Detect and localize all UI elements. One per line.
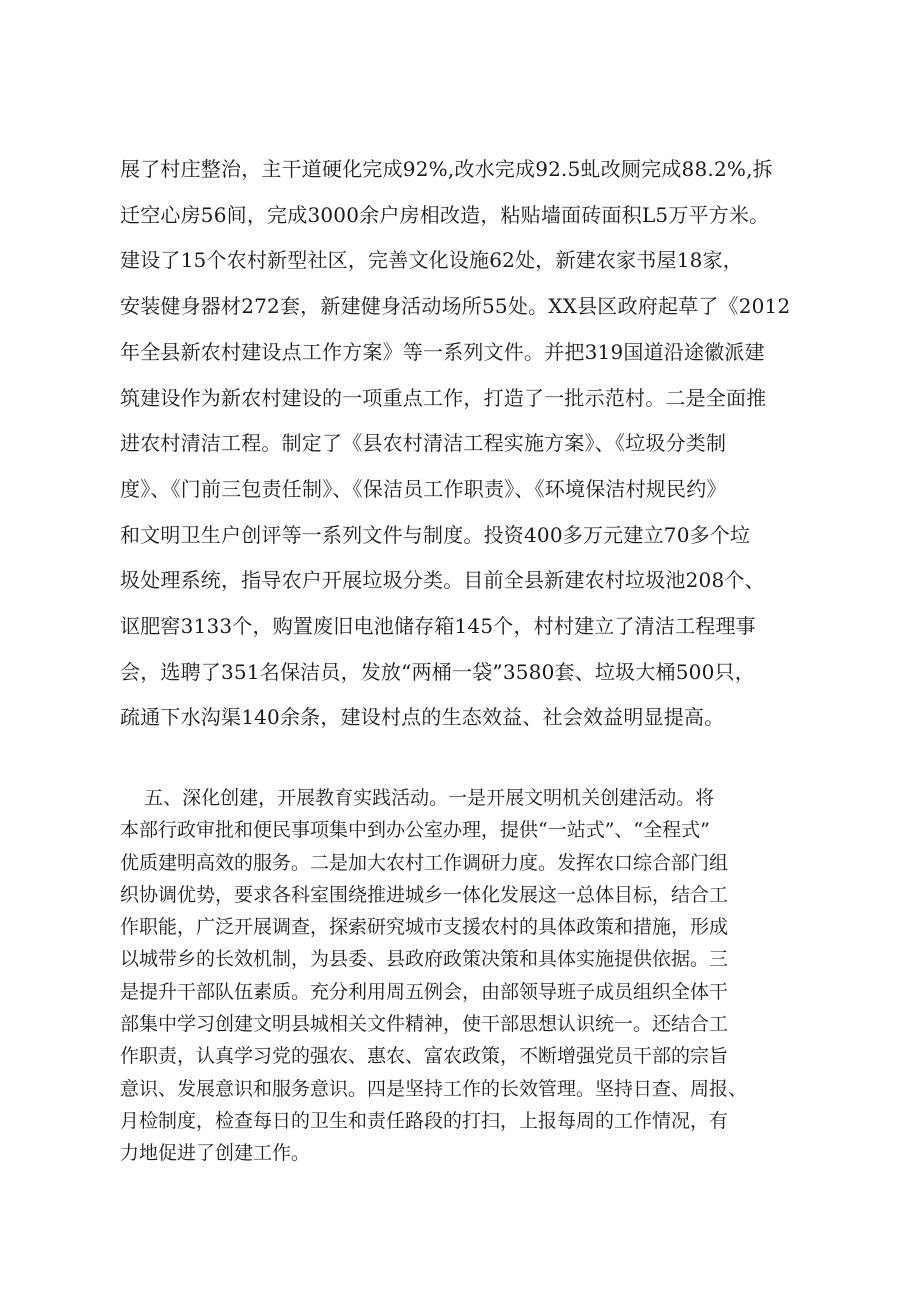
text-line: 本部行政审批和便民事项集中到办公室办理，提供“一站式”、“全程式” bbox=[120, 819, 710, 842]
text-line: 优质建明高效的服务。二是加大农村工作调研力度。发挥农口综合部门组 bbox=[120, 851, 729, 874]
text-line: 作职责，认真学习党的强农、惠农、富农政策，不断增强党员干部的宗旨 bbox=[120, 1045, 729, 1068]
text-line: 作职能，广泛开展调查，探索研究城市支援农村的具体政策和措施，形成 bbox=[120, 916, 729, 939]
text-line: 讴肥窖3133个，购置废旧电池储存箱145个，村村建立了清洁工程理事 bbox=[120, 614, 756, 639]
text-line: 五、深化创建，开展教育实践活动。一是开展文明机关创建活动。将 bbox=[120, 787, 715, 809]
text-line: 和文明卫生户创评等一系列文件与制度。投资400多万元建立70多个垃 bbox=[120, 522, 751, 547]
paragraph-education-practice bbox=[120, 782, 840, 1170]
text-line: 进农村清洁工程。制定了《县农村清洁工程实施方案》、《垃圾分类制 bbox=[120, 431, 727, 456]
text-line: 安装健身器材272套，新建健身活动场所55处。XX县区政府起草了《2012 bbox=[120, 294, 791, 319]
text-line: 力地促进了创建工作。 bbox=[120, 1142, 311, 1165]
text-line: 会，选聘了351名保洁员，发放“两桶一袋”3580套、垃圾大桶500只， bbox=[120, 659, 755, 684]
paragraph-village-renovation bbox=[120, 147, 840, 741]
text-line: 月检制度，检查每日的卫生和责任路段的打扫，上报每周的工作情况，有 bbox=[120, 1109, 729, 1132]
text-line: 筑建设作为新农村建设的一项重点工作，打造了一批示范村。二是全面推 bbox=[120, 385, 767, 410]
text-line: 疏通下水沟渠140余条，建设村点的生态效益、社会效益明显提高。 bbox=[120, 705, 725, 730]
text-line: 度》、《门前三包责任制》、《保洁员工作职责》、《环境保洁村规民约》 bbox=[120, 476, 727, 501]
text-line: 意识、发展意识和服务意识。四是坚持工作的长效管理。坚持日查、周报、 bbox=[120, 1077, 748, 1100]
text-line: 圾处理系统，指导农户开展垃圾分类。目前全县新建农村垃圾池208个、 bbox=[120, 568, 765, 593]
text-line: 建设了15个农村新型社区，完善文化设施62处，新建农家书屋18家， bbox=[120, 248, 743, 273]
text-line: 展了村庄整治，主干道硬化完成92%,改水完成92.5虬改厕完成88.2%,拆 bbox=[120, 157, 773, 181]
text-line: 织协调优势，要求各科室围绕推进城乡一体化发展这一总体目标，结合工 bbox=[120, 883, 729, 906]
text-line: 迁空心房56间，完成3000余户房相改造，粘贴墙面砖面积L5万平方米。 bbox=[120, 202, 770, 227]
text-line: 是提升干部队伍素质。充分利用周五例会，由部领导班子成员组织全体干 bbox=[120, 980, 729, 1003]
text-line: 以城带乡的长效机制，为县委、县政府政策决策和具体实施提供依据。三 bbox=[120, 948, 729, 971]
text-line: 部集中学习创建文明县城相关文件精神，使干部思想认识统一。还结合工 bbox=[120, 1013, 729, 1036]
text-line: 年全县新农村建设点工作方案》等一系列文件。并把319国道沿途徽派建 bbox=[120, 339, 765, 364]
